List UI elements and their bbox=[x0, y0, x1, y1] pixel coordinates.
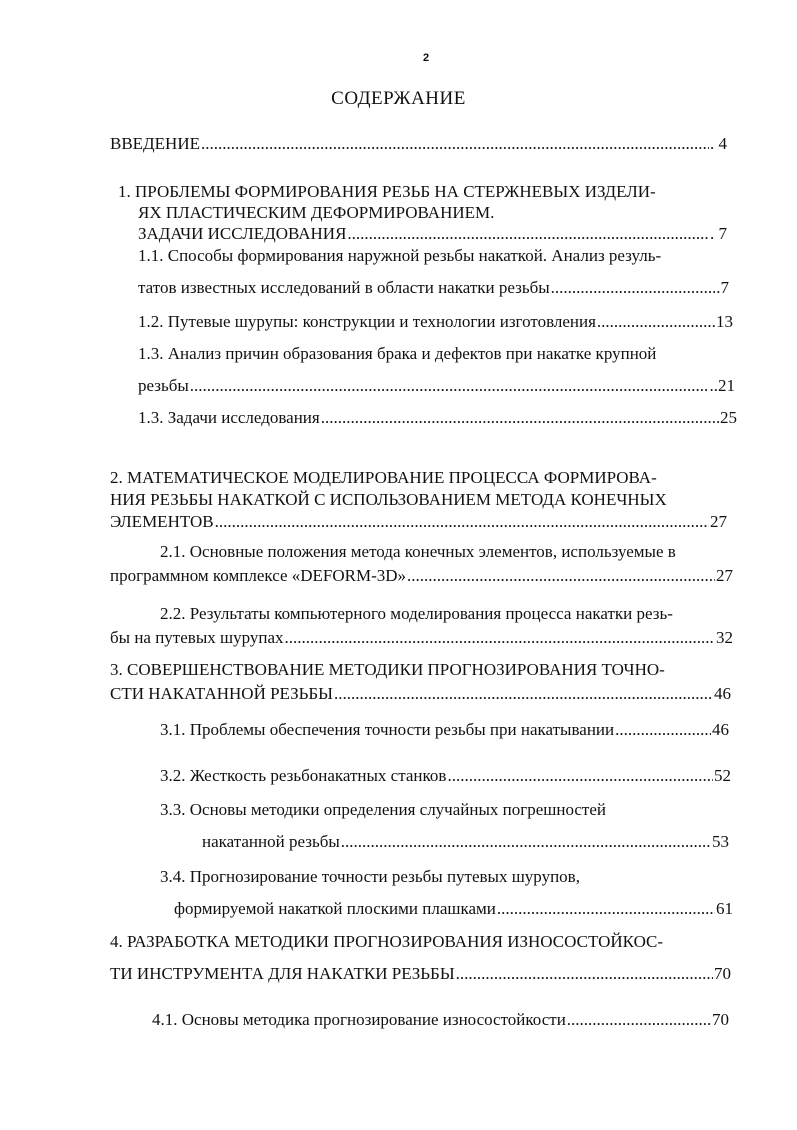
toc-entry-label: ВВЕДЕНИЕ bbox=[110, 134, 200, 153]
toc-entry-page: 61 bbox=[716, 899, 733, 918]
toc-entry-label: программном комплексе «DEFORM-3D» bbox=[110, 566, 407, 585]
toc-entry-label: накатанной резьбы bbox=[202, 832, 340, 851]
leader-dots bbox=[407, 566, 715, 586]
toc-entry-page: 52 bbox=[714, 766, 731, 785]
toc-entry-label: 4.1. Основы методика прогнозирование износостойкости bbox=[152, 1010, 566, 1029]
toc-entry-page: . 4 bbox=[710, 134, 727, 153]
page-number: 2 bbox=[423, 52, 430, 64]
toc-section-1-1-line1[interactable]: 1.1. Способы формирования наружной резьбы накаткой. Анализ резуль- bbox=[138, 246, 662, 265]
leader-dots bbox=[497, 899, 715, 919]
toc-entry-label: 1.3. Задачи исследования bbox=[138, 408, 320, 427]
leader-dots bbox=[190, 376, 709, 396]
toc-section-1-4[interactable] bbox=[138, 408, 737, 428]
leader-dots bbox=[456, 964, 713, 984]
toc-entry-page: .7 bbox=[716, 278, 729, 297]
leader-dots bbox=[285, 628, 716, 648]
toc-entry-page: 27 bbox=[710, 512, 727, 531]
toc-chapter-2-line2[interactable]: НИЯ РЕЗЬБЫ НАКАТКОЙ С ИСПОЛЬЗОВАНИЕМ МЕТОДА КОНЕЧНЫХ bbox=[110, 490, 667, 509]
toc-chapter-3-line2[interactable] bbox=[110, 684, 731, 704]
toc-entry-label: 1.2. Путевые шурупы: конструкции и технологии изготовления bbox=[138, 312, 596, 331]
toc-entry-label: ТИ ИНСТРУМЕНТА ДЛЯ НАКАТКИ РЕЗЬБЫ bbox=[110, 964, 455, 983]
toc-chapter-1-line2[interactable]: ЯХ ПЛАСТИЧЕСКИМ ДЕФОРМИРОВАНИЕМ. bbox=[138, 203, 495, 222]
leader-dots bbox=[201, 134, 709, 154]
toc-section-2-1-line2[interactable] bbox=[110, 566, 733, 586]
toc-entry-page: 70 bbox=[712, 1010, 729, 1029]
toc-entry-intro[interactable] bbox=[110, 134, 727, 154]
toc-entry-page: 32 bbox=[716, 628, 733, 647]
toc-entry-label: формируемой накаткой плоскими плашками bbox=[174, 899, 496, 918]
leader-dots bbox=[551, 278, 716, 298]
toc-entry-label: 3.2. Жесткость резьбонакатных станков bbox=[160, 766, 447, 785]
toc-section-2-2-line2[interactable] bbox=[110, 628, 733, 648]
toc-entry-label: ЗАДАЧИ ИССЛЕДОВАНИЯ bbox=[138, 224, 347, 243]
leader-dots bbox=[447, 766, 713, 786]
toc-section-3-3-line1[interactable]: 3.3. Основы методики определения случайных погрешностей bbox=[160, 800, 606, 819]
toc-chapter-1-line1[interactable]: 1. ПРОБЛЕМЫ ФОРМИРОВАНИЯ РЕЗЬБ НА СТЕРЖНЕВЫХ ИЗДЕЛИ- bbox=[118, 182, 656, 201]
toc-entry-label: бы на путевых шурупах bbox=[110, 628, 284, 647]
leader-dots bbox=[341, 832, 711, 852]
toc-entry-label: татов известных исследований в области накатки резьбы bbox=[138, 278, 550, 297]
toc-chapter-4-line2[interactable] bbox=[110, 964, 731, 984]
leader-dots bbox=[615, 720, 711, 740]
toc-entry-page: 13 bbox=[716, 312, 733, 331]
leader-dots bbox=[215, 512, 709, 532]
toc-section-1-3-line2[interactable] bbox=[138, 376, 735, 396]
toc-entry-page: 25 bbox=[720, 408, 737, 427]
leader-dots bbox=[567, 1010, 711, 1030]
toc-entry-label: ЭЛЕМЕНТОВ bbox=[110, 512, 214, 531]
toc-chapter-3-line1[interactable]: 3. СОВЕРШЕНСТВОВАНИЕ МЕТОДИКИ ПРОГНОЗИРОВАНИЯ ТОЧНО- bbox=[110, 660, 665, 679]
toc-section-1-3-line1[interactable]: 1.3. Анализ причин образования брака и дефектов при накатке крупной bbox=[138, 344, 657, 363]
toc-entry-page: 70 bbox=[714, 964, 731, 983]
leader-dots bbox=[597, 312, 715, 332]
toc-entry-page: 27 bbox=[716, 566, 733, 585]
toc-section-1-2[interactable] bbox=[138, 312, 733, 332]
leader-dots bbox=[321, 408, 719, 428]
toc-section-3-4-line1[interactable]: 3.4. Прогнозирование точности резьбы путевых шурупов, bbox=[160, 867, 580, 886]
toc-entry-page: 46 bbox=[714, 684, 731, 703]
toc-section-2-1-line1[interactable]: 2.1. Основные положения метода конечных элементов, используемые в bbox=[160, 542, 676, 561]
toc-section-3-1[interactable] bbox=[160, 720, 729, 740]
toc-entry-label: СТИ НАКАТАННОЙ РЕЗЬБЫ bbox=[110, 684, 334, 703]
leader-dots bbox=[347, 224, 709, 244]
toc-entry-page: 53 bbox=[712, 832, 729, 851]
toc-entry-page: . 7 bbox=[710, 224, 727, 243]
toc-chapter-1-line3[interactable] bbox=[138, 224, 727, 244]
toc-section-3-3-line2[interactable] bbox=[202, 832, 729, 852]
toc-section-3-2[interactable] bbox=[160, 766, 731, 786]
toc-entry-label: 3.1. Проблемы обеспечения точности резьбы при накатывании bbox=[160, 720, 615, 739]
toc-chapter-4-line1[interactable]: 4. РАЗРАБОТКА МЕТОДИКИ ПРОГНОЗИРОВАНИЯ ИЗНОСОСТОЙКОС- bbox=[110, 932, 664, 951]
toc-section-2-2-line1[interactable]: 2.2. Результаты компьютерного моделирования процесса накатки резь- bbox=[160, 604, 673, 623]
page-title: СОДЕРЖАНИЕ bbox=[331, 88, 466, 109]
toc-section-4-1[interactable] bbox=[152, 1010, 729, 1030]
toc-entry-label: резьбы bbox=[138, 376, 189, 395]
toc-chapter-2-line1[interactable]: 2. МАТЕМАТИЧЕСКОЕ МОДЕЛИРОВАНИЕ ПРОЦЕССА ФОРМИРОВА- bbox=[110, 468, 657, 487]
toc-section-3-4-line2[interactable] bbox=[174, 899, 733, 919]
toc-entry-page: 46 bbox=[712, 720, 729, 739]
toc-chapter-2-line3[interactable] bbox=[110, 512, 727, 532]
toc-entry-page: ..21 bbox=[709, 376, 735, 395]
leader-dots bbox=[334, 684, 713, 704]
toc-section-1-1-line2[interactable] bbox=[138, 278, 729, 298]
